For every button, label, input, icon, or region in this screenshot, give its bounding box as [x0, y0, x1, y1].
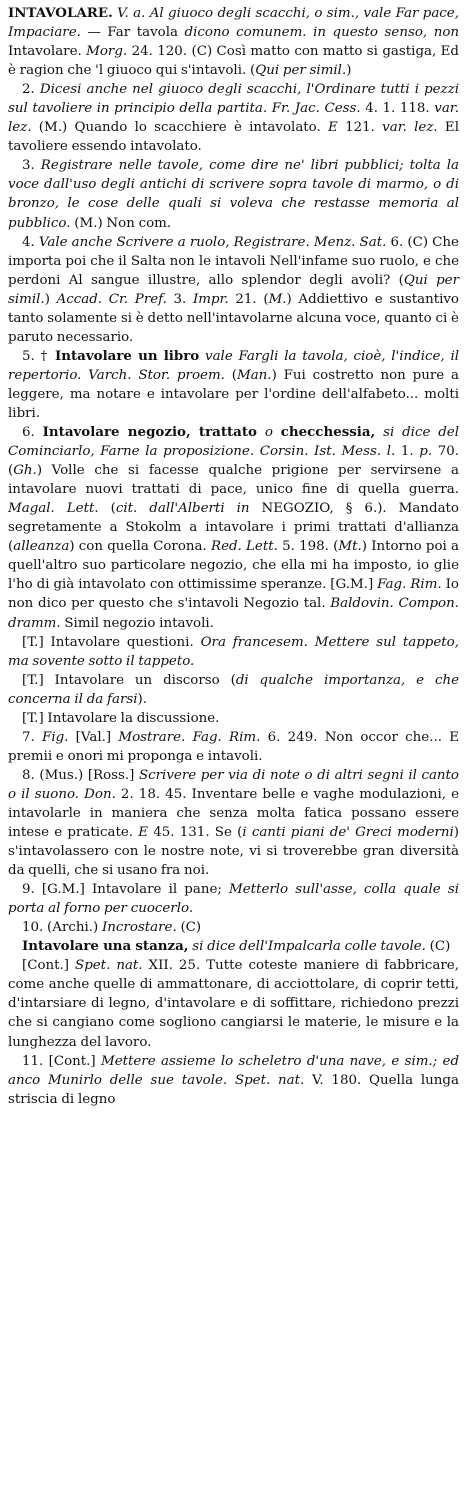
- text-run: Morg.: [86, 44, 128, 60]
- sense-8: [8, 766, 459, 880]
- text-run: Intavolare una stanza,: [22, 938, 189, 955]
- text-run: (C): [176, 920, 202, 936]
- text-run: 4. 1. 118.: [360, 101, 435, 117]
- sense-6-note-questioni: [8, 633, 459, 671]
- text-run: Intavolare negozio, trattato: [42, 424, 257, 441]
- text-run: 6.: [22, 425, 43, 441]
- text-run: Red. Lett.: [210, 539, 278, 555]
- text-run: alleanza: [13, 539, 70, 555]
- text-run: 3.: [22, 158, 41, 174]
- text-run: Far tavola: [107, 25, 178, 41]
- text-run: 6. 249. Non occor che... E premii e onori mi proponga e intavoli.: [8, 729, 459, 764]
- text-run: Incrostare.: [102, 920, 177, 936]
- text-run: INTAVOLARE.: [8, 5, 113, 21]
- text-run: Accad. Cr. Pref.: [56, 291, 167, 307]
- text-run: ) Intorno poi a quell'altro suo particolare negozio, che ella mi ha imposto, io glie l'ho di già intavolato con ottimissime speranze. [G.M.]: [8, 539, 459, 593]
- text-run: V. 180. Quella lunga striscia di legno: [8, 1072, 459, 1107]
- text-run: si dice dell'Impalcarla colle tavole.: [188, 939, 426, 955]
- text-run: [Cont.]: [22, 958, 76, 974]
- text-run: Qui per simil.: [8, 272, 459, 307]
- text-run: ): [44, 291, 57, 307]
- sense-5: [8, 347, 459, 423]
- text-run: 70. (: [8, 444, 459, 479]
- text-run: Dicesi anche nel giuoco degli scacchi, l'Ordinare tutti i pezzi sul tavoliere in principio della partita. Fr. Jac. Cess.: [8, 82, 459, 117]
- text-run: XII. 25. Tutte coteste maniere di fabbricare, come anche quelle di ammattonare, di acciottolare, di coprir tetti, d'intarsiare di legno, d'intavolare e di soffittare, richiedono prezzi che si cangiano come sogliono cangiarsi le materie, le misure e la lunghezza del lavoro.: [8, 958, 459, 1050]
- text-run: var. lez.: [8, 101, 459, 136]
- text-run: ).: [137, 691, 147, 707]
- entry-definition: [8, 4, 459, 80]
- sense-7: [8, 728, 459, 766]
- text-run: Ora francesem. Mettere sul tappeto, ma sovente sotto il tappeto.: [8, 634, 459, 669]
- text-run: E: [138, 825, 149, 841]
- text-run: (M.) Non com.: [70, 215, 172, 231]
- text-run: 9. [G.M.] Intavolare il pane;: [22, 882, 230, 898]
- text-run: 121.: [337, 120, 383, 136]
- sense-6-note-discussione: [8, 709, 459, 728]
- text-run: 4.: [22, 234, 39, 250]
- text-run: checchessia,: [280, 424, 376, 441]
- text-run: di qualche importanza, e che concerna il da farsi: [8, 672, 459, 707]
- text-run: Man.: [236, 367, 272, 383]
- sense-6-note-discorso: [8, 671, 459, 709]
- text-run: 11. [Cont.]: [22, 1053, 101, 1069]
- sense-10: [8, 918, 459, 937]
- text-run: Vale anche Scrivere a ruolo, Registrare. Menz. Sat.: [38, 234, 387, 250]
- text-run: Intavolare.: [8, 44, 87, 60]
- sense-3: [8, 156, 459, 232]
- text-run: Spet. nat.: [75, 958, 143, 974]
- text-run: 7.: [22, 729, 43, 745]
- text-run: var. lez.: [382, 120, 438, 136]
- sense-9: [8, 880, 459, 918]
- text-run: Fig.: [42, 729, 69, 745]
- text-run: ): [346, 63, 352, 79]
- text-run: ) Fui costretto non pure a leggere, ma notare e intavolare per l'ordine dell'alfabeto... molti libri.: [8, 367, 460, 421]
- text-run: El tavoliere essendo intavolato.: [8, 120, 459, 155]
- text-run: Fag. Rim.: [377, 577, 442, 593]
- sense-2: [8, 80, 459, 156]
- sense-10-stanza: [8, 937, 459, 956]
- text-run: 1.: [395, 444, 420, 460]
- text-run: Magal. Lett.: [8, 501, 99, 517]
- text-run: Metterlo sull'asse, colla quale si porta al forno per cuocerlo.: [8, 882, 459, 917]
- text-run: NEGOZIO, § 6.). Mandato segretamente a Stokolm a intavolare i primi trattati d'allianza (: [8, 501, 459, 555]
- dictionary-entry: [8, 4, 459, 1109]
- sense-4: [8, 233, 459, 347]
- text-run: [T.] Intavolare un discorso (: [22, 672, 236, 688]
- text-run: p.: [419, 444, 433, 460]
- text-run: [T.] Intavolare questioni.: [22, 634, 201, 650]
- text-run: ) Addiettivo e sustantivo tanto solamente si è detto nell'intavolarne alcuna voce, quanto ci è paruto necessario.: [8, 291, 459, 345]
- text-run: o: [256, 425, 281, 441]
- text-run: (M.) Quando lo scacchiere è intavolato.: [31, 120, 329, 136]
- text-run: 5. †: [22, 348, 55, 364]
- text-run: 10. (Archi.): [22, 920, 102, 936]
- text-run: Io non dico per questo che s'intavoli Negozio tal.: [8, 577, 459, 612]
- sense-11: [8, 1052, 459, 1109]
- text-run: Registrare nelle tavole, come dire ne' libri pubblici; tolta la voce dall'uso degli antichi di scrivere sopra tavole di marmo, o di bronzo, le cose delle quali si voleva che restasse memoria al pubblico.: [8, 158, 459, 231]
- text-run: ) Volle che si facesse qualche prigione per servirsene a intavolare nuovi trattati di pace, unico fine di quella guerra.: [8, 463, 459, 498]
- text-run: dicono comunem. in questo senso, non: [177, 25, 460, 41]
- text-run: Mostrare. Fag. Rim.: [118, 729, 261, 745]
- text-run: 6. (C) Che importa poi che il Salta non le intavoli Nell'infame suo ruolo, e che perdoni Al sangue illustre, allo splendor degli avoli? (: [8, 234, 459, 288]
- text-run: Mettere assieme lo scheletro d'una nave, e sim.; ed anco Munirlo delle sue tavole. Spet. nat.: [8, 1053, 460, 1088]
- text-run: 2. 18. 45. Inventare belle e vaghe modulazioni, e intavolarle in maniera che senza molta fatica possano essere intese e praticate.: [8, 786, 460, 841]
- sense-6: [8, 423, 459, 633]
- text-run: ) con quella Corona.: [69, 539, 211, 555]
- text-run: Intavolare un libro: [55, 347, 200, 364]
- text-run: Qui per simil.: [255, 63, 347, 79]
- text-run: 8. (Mus.) [Ross.]: [22, 767, 139, 783]
- text-run: 2.: [22, 82, 40, 98]
- text-run: M.: [268, 291, 287, 307]
- text-run: E: [328, 120, 338, 136]
- text-run: [Val.]: [68, 729, 119, 745]
- sense-10-citation: [8, 956, 459, 1051]
- text-run: Gh.: [13, 463, 37, 479]
- text-run: 24. 120. (C) Così matto con matto si gastiga, Ed è ragion che 'l giuoco qui s'intavoli. (: [8, 44, 459, 79]
- text-run: Baldovin. Compon. dramm.: [8, 596, 459, 631]
- text-run: (: [224, 367, 237, 383]
- text-run: Simil negozio intavoli.: [60, 615, 214, 631]
- text-run: vale Fargli la tavola, cioè, l'indice, il repertorio. Varch. Stor. proem.: [8, 348, 460, 383]
- text-run: i canti piani de' Greci moderni: [242, 825, 454, 841]
- text-run: 21. (: [228, 291, 269, 307]
- text-run: (C): [425, 939, 451, 955]
- text-run: Mt.: [338, 539, 362, 555]
- text-run: 3.: [166, 291, 193, 307]
- text-run: ) s'intavolassero con le nostre note, vi si troverebbe gran diversità da quelli, che si usano fra noi.: [8, 825, 459, 879]
- text-run: Scrivere per via di note o di altri segni il canto o il suono. Don.: [8, 767, 459, 802]
- text-run: cit. dall'Alberti in: [115, 501, 250, 517]
- text-run: 5. 198. (: [277, 539, 339, 555]
- text-run: (: [98, 501, 116, 517]
- text-run: si dice del Cominciarlo, Farne la proposizione. Corsin. Ist. Mess. l.: [8, 425, 459, 460]
- text-run: [T.] Intavolare la discussione.: [22, 710, 220, 726]
- text-run: 45. 131. Se (: [148, 825, 243, 841]
- text-run: Impr.: [192, 291, 229, 307]
- text-run: V. a. Al giuoco degli scacchi, o sim., vale Far pace, Impaciare. —: [8, 6, 459, 41]
